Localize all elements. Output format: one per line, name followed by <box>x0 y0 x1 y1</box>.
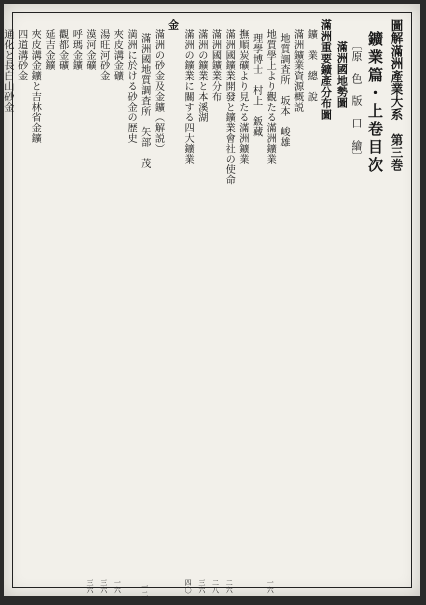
toc-entry: 滿洲の砂金及金鑛（解説） <box>151 19 165 593</box>
toc-entry: 湯旺河砂金 三六 <box>96 19 110 593</box>
toc-entry: 夾皮溝金礦 一六 <box>110 19 124 593</box>
frontispiece-label: 〔原 色 版 口 繪〕 <box>349 19 363 603</box>
toc-entry-survey: 滿洲鑛業資源概説 <box>290 19 304 593</box>
toc-entry: 通化と長白山砂金 <box>0 19 14 593</box>
toc-entry: 呼瑪金鑛 <box>69 19 83 593</box>
page-border <box>12 12 412 588</box>
document-page <box>4 4 420 596</box>
toc-entry: 滿洲の鑛業に關する四大鑛業 四〇 <box>180 19 194 593</box>
toc-entry-author: 理學博士 村上 鈑藏 <box>249 19 263 597</box>
toc-entry-preface: 鑛 業 總 說 <box>304 19 318 593</box>
toc-entry: 延吉金鑛 <box>41 19 55 593</box>
toc-entry: 滿洲の鑛業と本溪湖 三六 <box>194 19 208 593</box>
toc-columns <box>19 19 405 581</box>
toc-entry: 四道溝砂金 <box>14 19 28 593</box>
section-heading-gold: 金 <box>164 19 180 583</box>
toc-entry: 滿洲國鑛業分布 二八 <box>208 19 222 593</box>
map-title-mineral: 滿洲重要鑛產分布圖 <box>317 19 333 583</box>
toc-entry: 夾皮溝金鑛と吉林省金鑛 <box>28 19 42 593</box>
toc-entry-author: 滿洲國地質調査所 矢部 茂 一二 <box>137 19 151 597</box>
series-title: 圖解滿洲產業大系 第三巻 <box>387 19 405 583</box>
toc-entry: 撫順炭礦より見たる滿洲鑛業 <box>235 19 249 593</box>
toc-entry: 觀都金礦 <box>55 19 69 593</box>
toc-entry: 地質學上より觀たる滿洲鑛業 一六 <box>263 19 277 593</box>
toc-entry: 漠河金礦 三六 <box>82 19 96 593</box>
toc-entry-author: 地質調査所 坂本 峻雄 <box>276 19 290 597</box>
map-title-topography: 滿洲國地勢圖 <box>333 19 349 605</box>
toc-entry: 滿洲國鑛業開發と鑛業會社の使命 二六 <box>222 19 236 593</box>
volume-title: 鑛業篇・上卷目次 <box>363 19 387 595</box>
toc-entry: 満洲に於ける砂金の歴史 <box>123 19 137 593</box>
